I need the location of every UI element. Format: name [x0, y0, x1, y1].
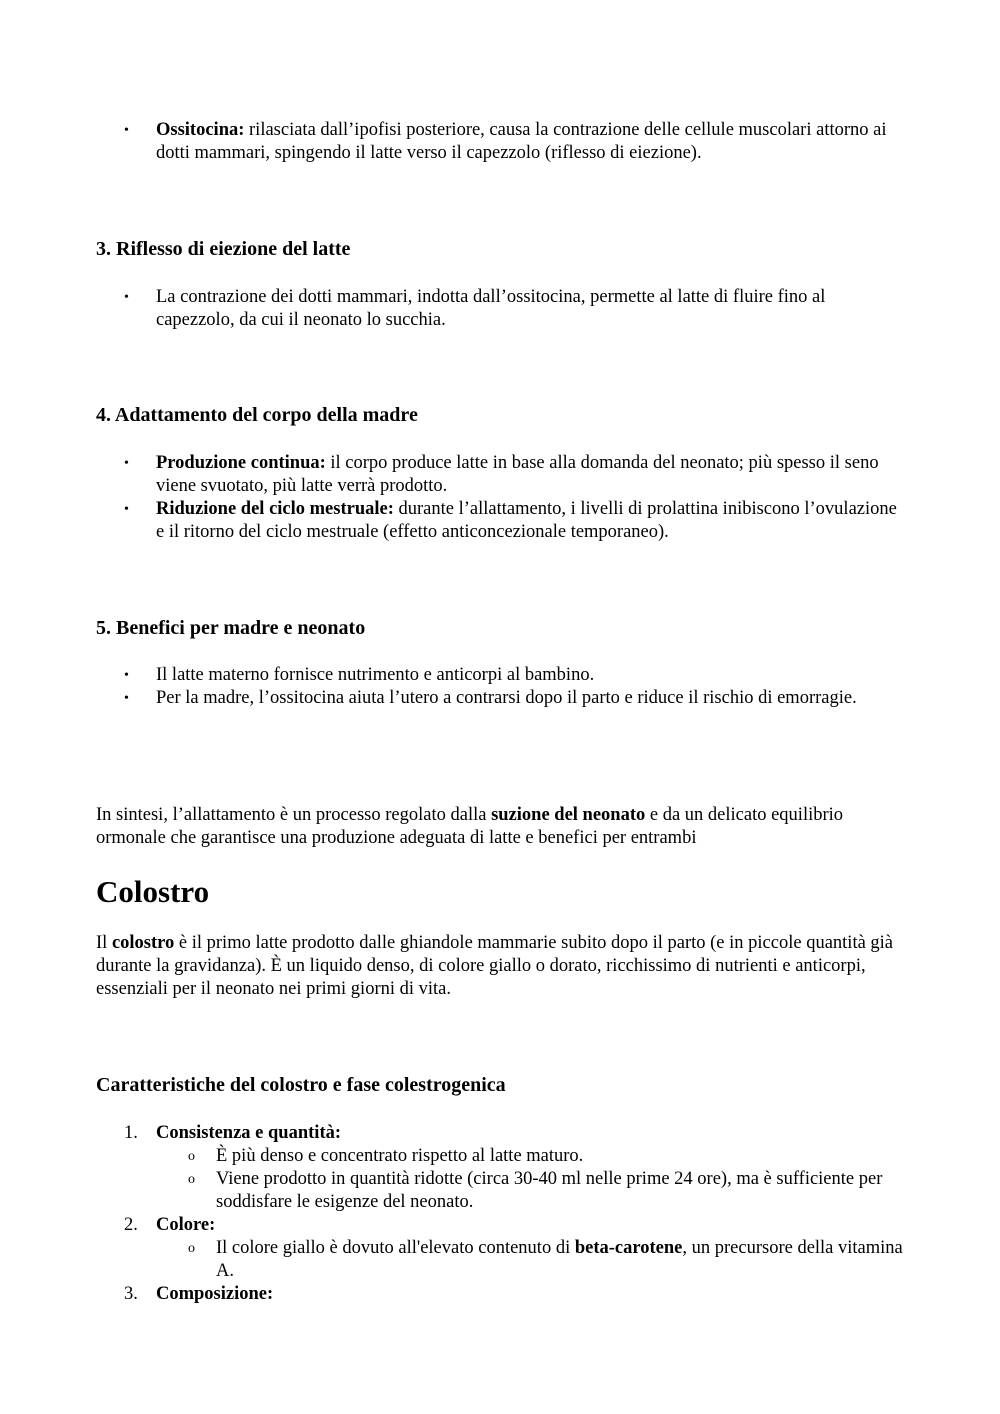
- section-3-list: [96, 286, 906, 332]
- circle-marker: o: [188, 1149, 195, 1164]
- bullet-marker: •: [124, 123, 129, 138]
- section-5-item-1: Il latte materno fornisce nutrimento e anticorpi al bambino.: [156, 665, 595, 685]
- sub-item-text: È più denso e concentrato rispetto al latte maturo.: [216, 1146, 584, 1166]
- bullet-marker: •: [124, 668, 129, 683]
- summary-bold: suzione del neonato: [491, 805, 646, 825]
- colostro-intro-1: Il: [96, 933, 112, 953]
- circle-marker: o: [188, 1172, 195, 1187]
- section-5-list: [96, 664, 906, 710]
- sub-list: [156, 1237, 906, 1283]
- sub-list-item: [156, 1237, 906, 1283]
- bullet-marker: •: [124, 456, 129, 471]
- list-item: [96, 1283, 906, 1306]
- summary-text-2: e da un delicato equilibrio ormonale che garantisce una produzione adeguata di latte e benefici per entrambi: [96, 805, 844, 848]
- caratteristiche-heading: Caratteristiche del colostro e fase colestrogenica: [96, 1074, 506, 1096]
- list-item: [96, 687, 906, 710]
- produzione-text: il corpo produce latte in base alla domanda del neonato; più spesso il seno viene svuotato, più latte verrà prodotto.: [156, 453, 879, 496]
- caratteristiche-list: [96, 1122, 906, 1306]
- term-riduzione: Riduzione del ciclo mestruale:: [156, 499, 394, 519]
- item-title: Colore:: [156, 1215, 216, 1235]
- term-produzione: Produzione continua:: [156, 453, 326, 473]
- section-4-list: [96, 452, 906, 544]
- colostro-title: Colostro: [96, 874, 210, 909]
- sub-item-text: Viene prodotto in quantità ridotte (circa 30-40 ml nelle prime 24 ore), ma è sufficiente per soddisfare le esigenze del neonato.: [216, 1169, 883, 1212]
- bullet-marker: •: [124, 691, 129, 706]
- sub-list-item: [156, 1168, 906, 1214]
- list-number: 2.: [124, 1215, 138, 1235]
- list-item: [96, 286, 906, 332]
- section-4-heading: 4. Adattamento del corpo della madre: [96, 404, 418, 426]
- riduzione-text: durante l’allattamento, i livelli di prolattina inibiscono l’ovulazione e il ritorno del ciclo mestruale (effetto anticoncezionale temporaneo).: [156, 499, 897, 542]
- colostro-intro-2: è il primo latte prodotto dalle ghiandole mammarie subito dopo il parto (e in piccole quantità già durante la gravidanza). È un liquido denso, di colore giallo o dorato, ricchissimo di nutrienti e anticorpi, essenziali per il neonato nei primi giorni di vita.: [96, 933, 894, 999]
- list-number: 3.: [124, 1284, 138, 1304]
- bullet-marker: •: [124, 502, 129, 517]
- ossitocina-list: [96, 119, 906, 165]
- sub-item-text-a: Il colore giallo è dovuto all'elevato contenuto di: [216, 1238, 575, 1258]
- term-ossitocina: Ossitocina:: [156, 120, 245, 140]
- sub-list: [156, 1145, 906, 1214]
- list-item: [96, 498, 906, 544]
- item-title: Composizione:: [156, 1284, 274, 1304]
- summary-paragraph: [96, 804, 906, 850]
- section-3-item-text: La contrazione dei dotti mammari, indotta dall’ossitocina, permette al latte di fluire fino al capezzolo, da cui il neonato lo succhia.: [156, 287, 826, 330]
- list-item: [96, 452, 906, 498]
- section-3-heading: 3. Riflesso di eiezione del latte: [96, 238, 351, 260]
- section-5-item-2: Per la madre, l’ossitocina aiuta l’utero a contrarsi dopo il parto e riduce il rischio di emorragie.: [156, 688, 857, 708]
- item-title: Consistenza e quantità:: [156, 1123, 342, 1143]
- list-item: [96, 664, 906, 687]
- summary-text-1: In sintesi, l’allattamento è un processo regolato dalla: [96, 805, 492, 825]
- list-number: 1.: [124, 1123, 138, 1143]
- list-item: [96, 1214, 906, 1283]
- circle-marker: o: [188, 1241, 195, 1256]
- sub-list-item: [156, 1145, 906, 1168]
- sub-item-bold: beta-carotene: [574, 1238, 683, 1258]
- section-5-heading: 5. Benefici per madre e neonato: [96, 617, 366, 639]
- list-item: [96, 119, 906, 165]
- ossitocina-text: rilasciata dall’ipofisi posteriore, causa la contrazione delle cellule muscolari attorno ai dotti mammari, spingendo il latte verso il capezzolo (riflesso di eiezione).: [156, 120, 887, 163]
- bullet-marker: •: [124, 290, 129, 305]
- colostro-intro: [96, 932, 906, 1001]
- sub-item-text-b: , un precursore della vitamina A.: [216, 1238, 903, 1281]
- list-item: [96, 1122, 906, 1214]
- colostro-intro-bold: colostro: [111, 933, 175, 953]
